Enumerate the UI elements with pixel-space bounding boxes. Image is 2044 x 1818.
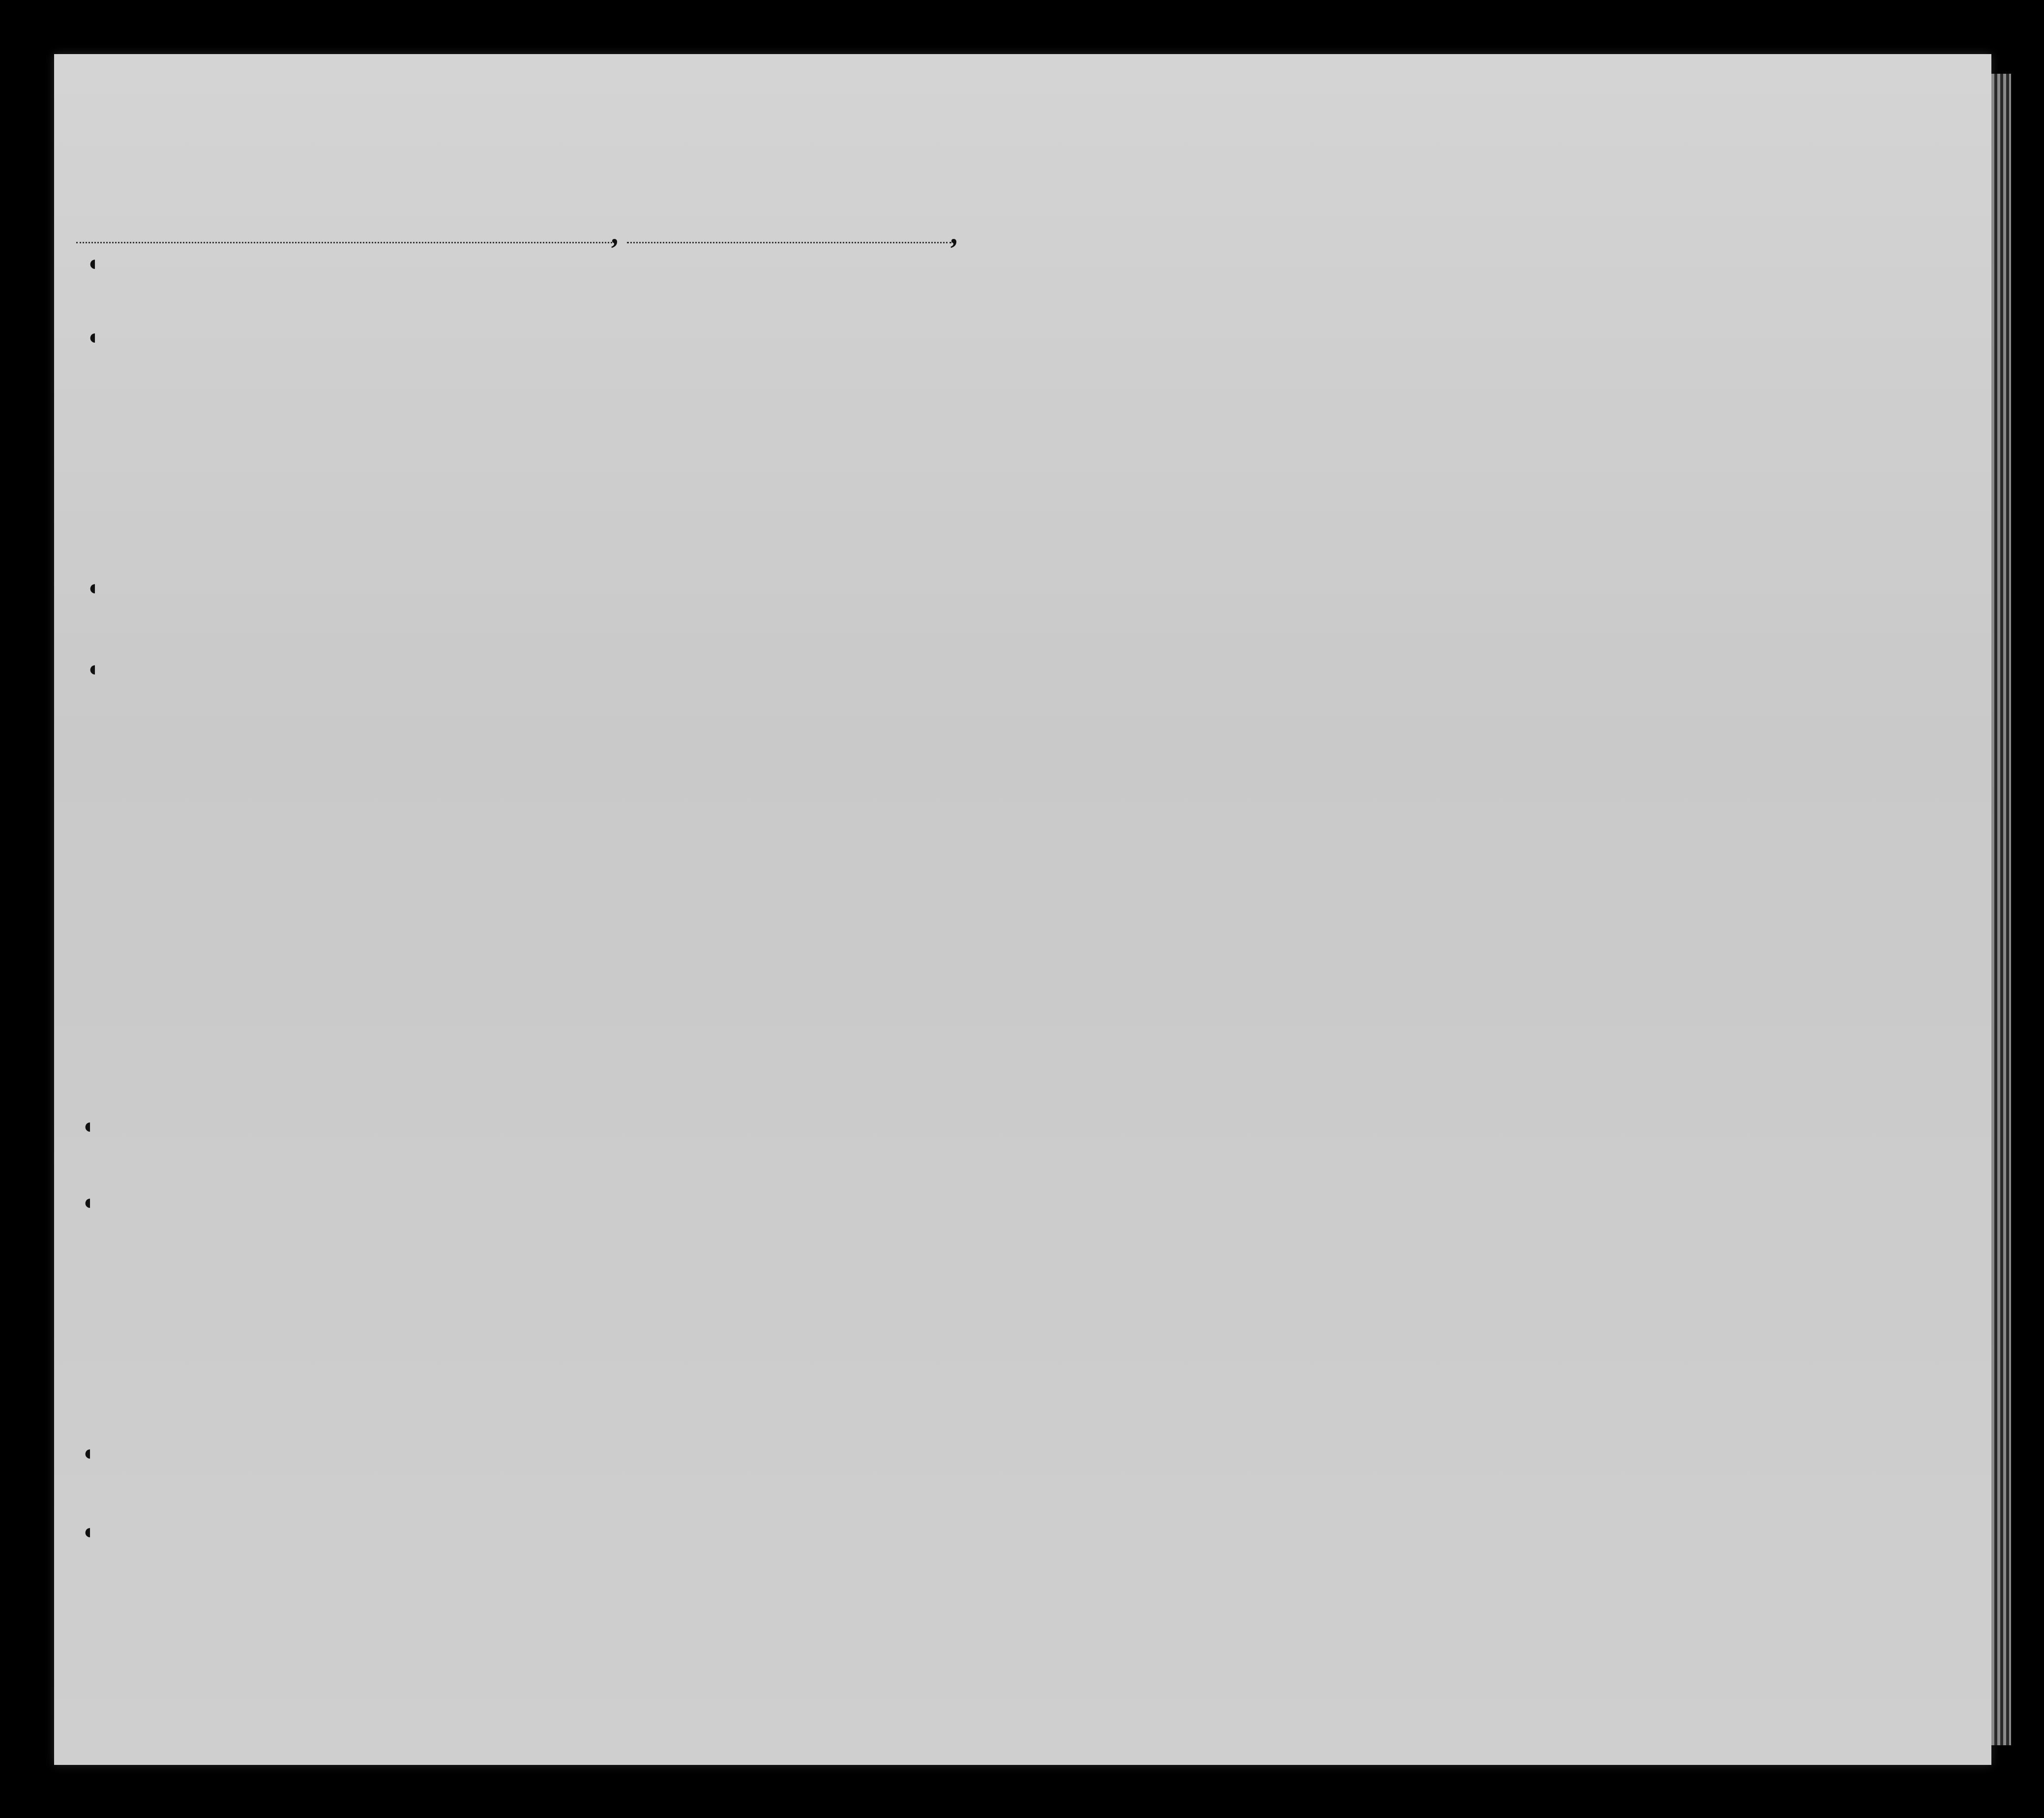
punch-hole-icon: ◖ <box>81 1441 94 1465</box>
header-c34-inches <box>1671 420 1690 450</box>
header-c27 <box>1364 320 1384 447</box>
punch-hole-icon: ◖ <box>86 251 99 275</box>
arrival-line: , , <box>76 216 959 251</box>
punch-hole-icon: ◖ <box>81 1190 94 1214</box>
header-c19 <box>597 320 617 447</box>
header-c24-length <box>1222 356 1254 445</box>
header-c24-return <box>1185 356 1217 445</box>
punch-hole-icon: ◖ <box>86 325 99 349</box>
header-c30 <box>1485 320 1509 447</box>
header-c24-citizen <box>1261 356 1294 445</box>
header-c29 <box>1443 320 1482 447</box>
header-c26 <box>1342 320 1362 447</box>
header-c21 <box>727 320 746 447</box>
punch-hole-icon: ◖ <box>81 1114 94 1138</box>
punch-hole-icon: ◖ <box>86 657 99 681</box>
punch-hole-icon: ◖ <box>86 576 99 600</box>
header-c28 <box>1388 320 1439 447</box>
header-c25 <box>1299 320 1333 447</box>
header-c34-feet <box>1647 420 1667 450</box>
header-c31 <box>1510 320 1533 447</box>
punch-hole-icon: ◖ <box>81 1520 94 1544</box>
